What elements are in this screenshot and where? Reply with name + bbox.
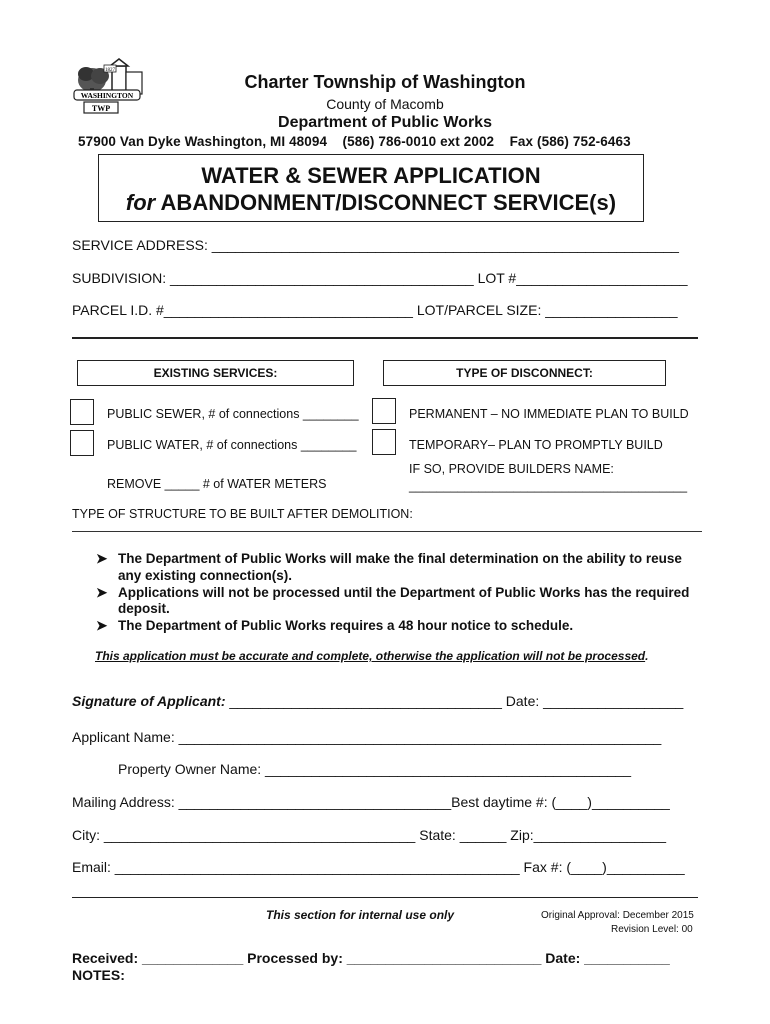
note-2a: Applications will not be processed until the Department of Public Works has the required (118, 585, 690, 600)
form-title-line1: WATER & SEWER APPLICATION (201, 163, 541, 188)
public-sewer-label: PUBLIC SEWER, # of connections ________ (107, 407, 359, 421)
public-water-label: PUBLIC WATER, # of connections ________ (107, 438, 357, 452)
accuracy-warning (95, 649, 648, 663)
note-3a: The Department of Public Works requires a 48 hour notice to schedule. (118, 618, 574, 633)
internal-divider (72, 897, 698, 898)
note-arrow-2: ➤ (96, 585, 108, 600)
signature-date-line[interactable]: ___________________________________ Date: __________________ (225, 693, 684, 709)
applicant-name-field[interactable]: Applicant Name: ______________________________________________________________ (72, 729, 662, 745)
notes-label: NOTES: (72, 967, 125, 983)
email-fax-field[interactable]: Email: ____________________________________________________ Fax #: (____)__________ (72, 859, 685, 875)
note-2b: deposit. (118, 601, 170, 616)
temporary-label: TEMPORARY– PLAN TO PROMPTLY BUILD (409, 438, 663, 452)
signature-label: Signature of Applicant: (72, 693, 226, 709)
remove-meters-field[interactable]: REMOVE _____ # of WATER METERS (107, 477, 327, 491)
form-title-line2 (99, 190, 643, 216)
note-1a: The Department of Public Works will make the final determination on the ability to reuse (118, 551, 682, 566)
type-of-disconnect-header: TYPE OF DISCONNECT: (383, 360, 666, 386)
section-divider (72, 337, 698, 339)
note-arrow-3: ➤ (96, 618, 108, 633)
builders-name-field[interactable]: ________________________________________ (409, 479, 688, 493)
org-name: Charter Township of Washington (244, 72, 526, 92)
permanent-label: PERMANENT – NO IMMEDIATE PLAN TO BUILD (409, 407, 689, 421)
public-water-checkbox[interactable] (70, 430, 94, 456)
existing-services-header: EXISTING SERVICES: (77, 360, 354, 386)
city-state-zip-field[interactable]: City: ________________________________________ State: ______ Zip:_________________ (72, 827, 667, 843)
property-owner-field[interactable]: Property Owner Name: _______________________________________________ (118, 761, 631, 777)
received-processed-date-row[interactable]: Received: _____________ Processed by: _________________________ Date: ___________ (72, 950, 670, 966)
structure-type-line[interactable] (72, 531, 702, 532)
original-approval: Original Approval: December 2015 (541, 910, 694, 921)
contact-address: 57900 Van Dyke Washington, MI 48094 (586) 786-0010 ext 2002 Fax (586) 752-6463 (78, 134, 631, 149)
structure-type-label: TYPE OF STRUCTURE TO BE BUILT AFTER DEMOLITION: (72, 507, 413, 521)
title-for: for (125, 190, 156, 215)
title-rest: ABANDONMENT/DISCONNECT SERVICE(s) (155, 190, 617, 215)
subdivision-lot-field[interactable]: SUBDIVISION: _______________________________________ LOT #______________________ (72, 270, 688, 286)
service-address-field[interactable]: SERVICE ADDRESS: ____________________________________________________________ (72, 237, 679, 253)
builders-name-label: IF SO, PROVIDE BUILDERS NAME: (409, 462, 614, 476)
revision-level: Revision Level: 00 (611, 924, 693, 935)
logo-name: WASHINGTON (80, 91, 134, 100)
county-name: County of Macomb (326, 96, 444, 112)
parcel-id-field[interactable]: PARCEL I.D. #________________________________ LOT/PARCEL SIZE: _________________ (72, 302, 678, 318)
mailing-phone-field[interactable]: Mailing Address: ___________________________________Best daytime #: (____)__________ (72, 794, 670, 810)
public-sewer-checkbox[interactable] (70, 399, 94, 425)
signature-row[interactable] (72, 693, 683, 709)
warning-text: This application must be accurate and complete, otherwise the application will not be processed (95, 649, 646, 663)
logo-twp: TWP (91, 104, 111, 113)
internal-use-label: This section for internal use only (266, 908, 455, 922)
form-title-box (98, 154, 644, 222)
temporary-checkbox[interactable] (372, 429, 396, 455)
department-name: Department of Public Works (278, 114, 492, 131)
note-1b: any existing connection(s). (118, 568, 293, 583)
logo-year: 1827 (105, 68, 115, 73)
warning-end: . (645, 649, 649, 663)
note-arrow-1: ➤ (96, 551, 108, 566)
permanent-checkbox[interactable] (372, 398, 396, 424)
